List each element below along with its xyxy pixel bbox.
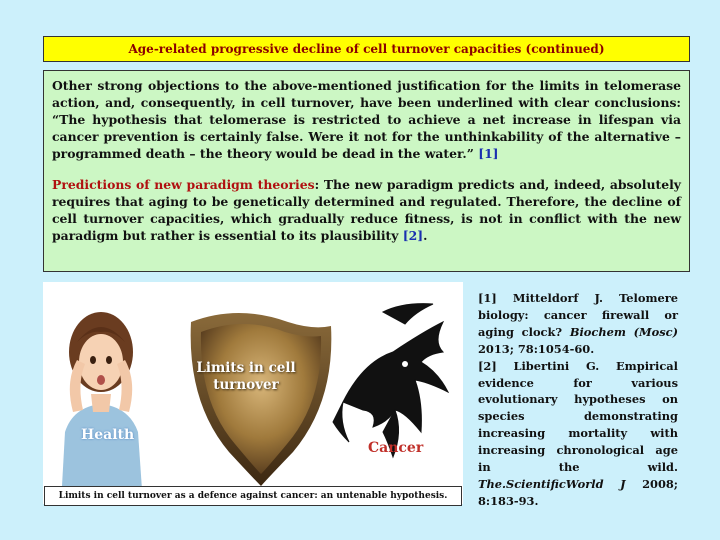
reference-2-details: 2008; 8:183-93. bbox=[478, 476, 678, 508]
reference-2 bbox=[478, 358, 678, 510]
references bbox=[478, 290, 678, 510]
predictions-heading: Predictions of new paradigm theories bbox=[52, 177, 315, 192]
reference-1-journal: Biochem (Mosc) bbox=[569, 324, 678, 339]
main-text-box bbox=[43, 70, 690, 272]
paragraph-objections-text: Other strong objections to the above-mentioned justification for the limits in telomerase action, and, consequently, in cell turnover, have been underlined with clear conclusions: “The hypothesis that telomerase is restricted to achieve a net increase in lifespan via cancer prevention is certainly false. Were it not for the unthinkability of the alternative – programmed death – the theory would be dead in the water.” bbox=[52, 78, 681, 161]
shield-label: Limits in cell turnover bbox=[196, 360, 296, 393]
paragraph-end-period: . bbox=[423, 228, 428, 243]
health-label: Health bbox=[81, 427, 135, 443]
cancer-label: Cancer bbox=[368, 440, 424, 456]
dragon-graphic bbox=[333, 304, 448, 457]
paragraph-predictions bbox=[52, 176, 681, 244]
citation-2: [2] bbox=[402, 228, 424, 243]
reference-2-text: [2] Libertini G. Empirical evidence for various evolutionary hypotheses on species demonstrating increasing mortality with increasing chronological age in the wild. bbox=[478, 358, 678, 475]
reference-1-details: 2013; 78:1054-60. bbox=[478, 341, 595, 356]
image-caption: Limits in cell turnover as a defence against cancer: an untenable hypothesis. bbox=[44, 486, 462, 506]
citation-1: [1] bbox=[478, 146, 499, 161]
reference-1 bbox=[478, 290, 678, 358]
reference-2-journal: The.ScientificWorld J bbox=[478, 476, 626, 491]
illustration-panel bbox=[43, 282, 463, 504]
slide-title-text: Age-related progressive decline of cell turnover capacities (continued) bbox=[128, 42, 605, 56]
woman-figure bbox=[61, 312, 143, 504]
shield-graphic bbox=[191, 313, 332, 486]
paragraph-objections bbox=[52, 77, 681, 162]
reference-1-text: [1] Mitteldorf J. Telomere biology: cancer firewall or aging clock? bbox=[478, 291, 678, 339]
slide-title bbox=[43, 36, 690, 62]
paragraph-predictions-text: : The new paradigm predicts and, indeed, absolutely requires that aging to be genetically determined and regulated. Therefore, the decline of cell turnover capacities, which gradually reduce fitness, is not in conflict with the new paradigm but rather is essential to its plausibility bbox=[52, 177, 681, 243]
